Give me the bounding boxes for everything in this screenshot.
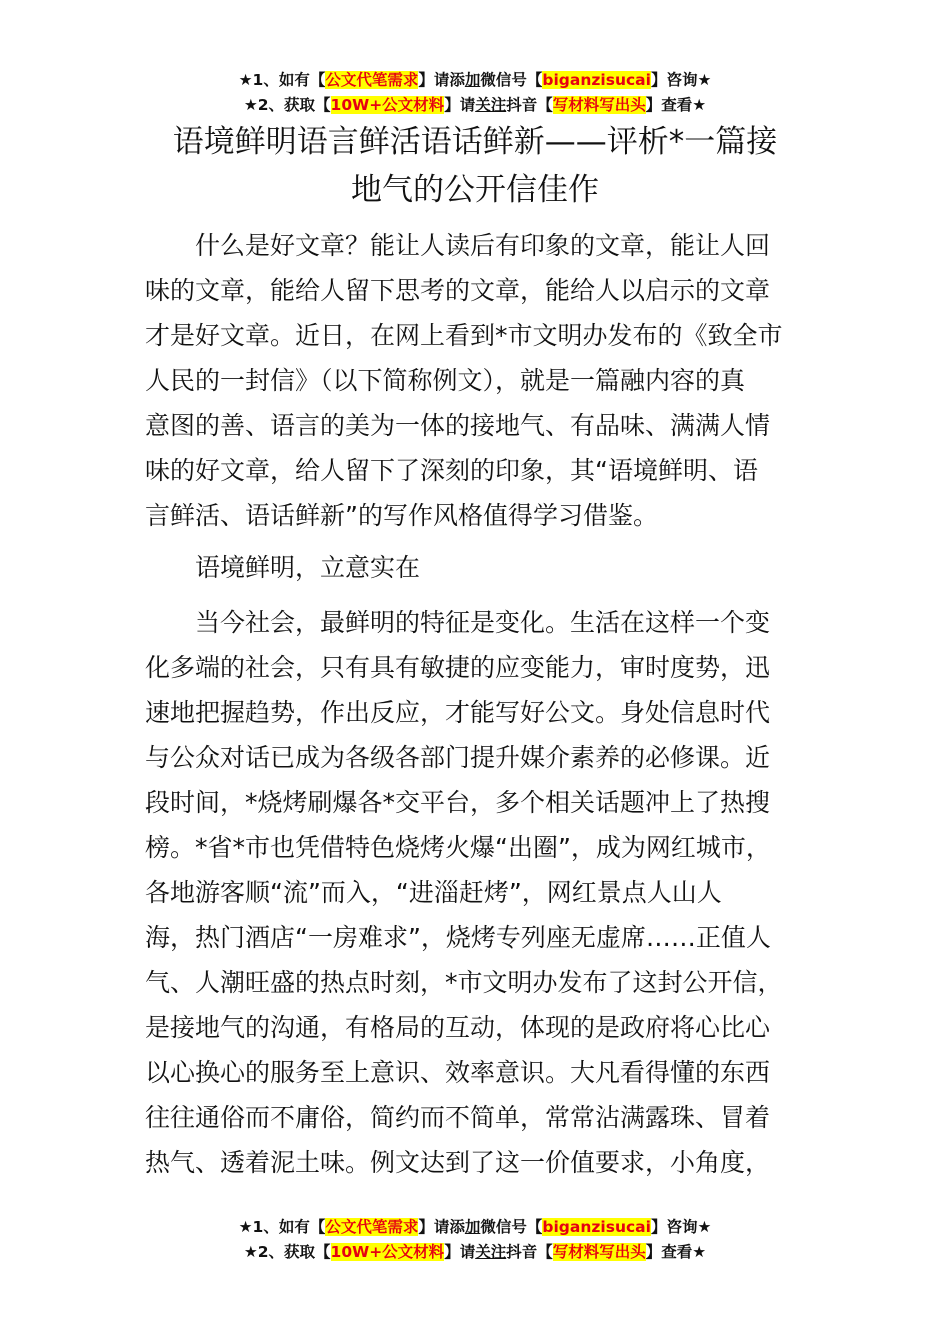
banner-line-1	[0, 68, 950, 93]
banner-text: 】咨询★	[650, 1218, 712, 1236]
paragraph-body	[145, 600, 815, 1185]
text-line: 海，热门酒店“一房难求”，烧烤专列座无虚席……正值人	[145, 923, 771, 952]
text-line: 榜。*省*市也凭借特色烧烤火爆“出圈”，成为网红城市，	[145, 833, 771, 862]
banner-text: 】咨询★	[650, 71, 712, 89]
banner-line-2	[0, 93, 950, 118]
banner-text: 】查看★	[645, 96, 707, 114]
document-title	[140, 118, 810, 214]
text-line: 言鲜活、语话鲜新”的写作风格值得学习借鉴。	[145, 501, 658, 530]
banner-text: ★2、获取【	[243, 96, 331, 114]
title-line-1: 语境鲜明语言鲜活语话鲜新——评析*一篇接	[172, 124, 778, 160]
text-line: 当今社会，最鲜明的特征是变化。生活在这样一个变	[145, 608, 771, 637]
banner-text: 】请	[444, 1243, 476, 1261]
douyin-account: 写材料写出头	[552, 1243, 646, 1261]
highlight-service: 公文代笔需求	[325, 1218, 419, 1236]
header-banner	[0, 68, 950, 118]
banner-underlined-text: 加	[464, 71, 481, 89]
highlight-materials: 10W+公文材料	[330, 96, 445, 114]
text-line: 意图的善、语言的美为一体的接地气、有品味、满满人情	[145, 411, 771, 440]
banner-text: ★1、如有【	[238, 71, 326, 89]
text-line: 段时间，*烧烤刷爆各*交平台，多个相关话题冲上了热搜	[145, 788, 771, 817]
text-line: 是接地气的沟通，有格局的互动，体现的是政府将心比心	[145, 1013, 771, 1042]
banner-line-1	[0, 1215, 950, 1240]
text-line: 以心换心的服务至上意识、效率意识。大凡看得懂的东西	[145, 1058, 771, 1087]
banner-underlined-text: 关注	[475, 1243, 507, 1261]
banner-underlined-text: 关注	[475, 96, 507, 114]
wechat-id: biganzisucai	[542, 1218, 651, 1236]
text-line: 味的好文章，给人留下了深刻的印象，其“语境鲜明、语	[145, 456, 758, 485]
text-line: 热气、透着泥土味。例文达到了这一价值要求，小角度，	[145, 1148, 771, 1177]
banner-text: 】查看★	[645, 1243, 707, 1261]
banner-text: 】请添	[418, 1218, 465, 1236]
highlight-materials: 10W+公文材料	[330, 1243, 445, 1261]
wechat-id: biganzisucai	[542, 71, 651, 89]
section-heading	[145, 545, 815, 590]
banner-text: 微信号【	[480, 71, 543, 89]
text-line: 味的文章，能给人留下思考的文章，能给人以启示的文章	[145, 276, 771, 305]
banner-text: ★2、获取【	[243, 1243, 331, 1261]
banner-text: 】请	[444, 96, 476, 114]
text-line: 气、人潮旺盛的热点时刻，*市文明办发布了这封公开信，	[145, 968, 783, 997]
text-line: 往往通俗而不庸俗，简约而不简单，常常沾满露珠、冒着	[145, 1103, 771, 1132]
text-line: 各地游客顺“流”而入，“进淄赶烤”，网红景点人山人	[145, 878, 722, 907]
banner-text: 】请添	[418, 71, 465, 89]
text-line: 化多端的社会，只有具有敏捷的应变能力，审时度势，迅	[145, 653, 771, 682]
banner-underlined-text: 加	[464, 1218, 481, 1236]
banner-line-2	[0, 1240, 950, 1265]
highlight-service: 公文代笔需求	[325, 71, 419, 89]
text-line: 什么是好文章？能让人读后有印象的文章，能让人回	[145, 231, 771, 260]
title-line-2: 地气的公开信佳作	[351, 172, 599, 208]
banner-text: 抖音【	[506, 96, 553, 114]
banner-text: 微信号【	[480, 1218, 543, 1236]
heading-text: 语境鲜明，立意实在	[145, 553, 421, 582]
banner-text: ★1、如有【	[238, 1218, 326, 1236]
text-line: 与公众对话已成为各级各部门提升媒介素养的必修课。近	[145, 743, 771, 772]
text-line: 人民的一封信》（以下简称例文），就是一篇融内容的真	[145, 366, 746, 395]
paragraph-intro	[145, 223, 815, 538]
douyin-account: 写材料写出头	[552, 96, 646, 114]
text-line: 才是好文章。近日，在网上看到*市文明办发布的《致全市	[145, 321, 783, 350]
banner-text: 抖音【	[506, 1243, 553, 1261]
footer-banner	[0, 1215, 950, 1265]
text-line: 速地把握趋势，作出反应，才能写好公文。身处信息时代	[145, 698, 771, 727]
